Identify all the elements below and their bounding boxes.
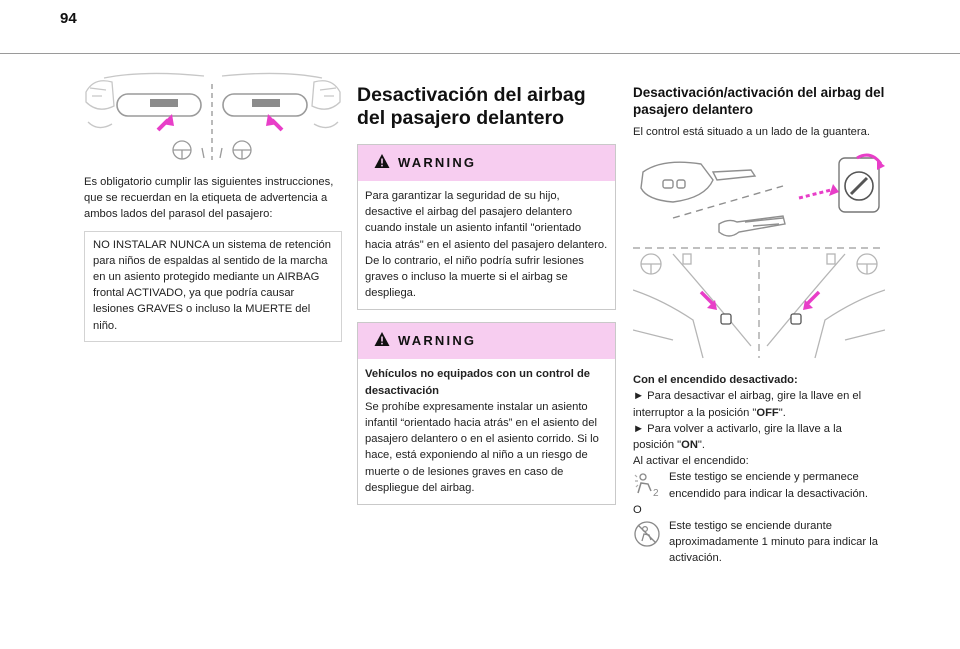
warning-header xyxy=(358,145,615,181)
right-column xyxy=(633,62,885,567)
deactivation-lamp-row xyxy=(633,469,885,501)
svg-text:2: 2 xyxy=(653,488,659,498)
warning-triangle-icon xyxy=(374,331,390,347)
activation-lamp-row xyxy=(633,518,885,567)
or-text: O xyxy=(633,503,642,516)
header-divider xyxy=(0,53,960,54)
activate-instruction: ► Para volver a activarlo, gire la llave a la posición "ON". xyxy=(633,422,842,452)
warning-header xyxy=(358,323,615,359)
sun-visor-illustration xyxy=(84,62,342,162)
section-heading: Desactivación del airbag del pasajero delantero xyxy=(357,84,586,129)
ignition-on-label: Al activar el encendido: xyxy=(633,455,749,468)
airbag-key-switch-illustration xyxy=(633,150,885,360)
deactivate-instruction: ► Para desactivar el airbag, gire la llave en el interruptor a la posición "OFF". xyxy=(633,390,862,419)
middle-column xyxy=(357,62,616,517)
deactivation-lamp-text: Este testigo se enciende y permanece encendido para indicar la desactivación. xyxy=(669,471,869,500)
control-location-text: El control está situado a un lado de la guantera. xyxy=(633,126,870,138)
airbag-off-indicator-icon xyxy=(633,471,661,497)
page-number: 94 xyxy=(60,10,77,27)
visor-instructions-text: Es obligatorio cumplir las siguientes instrucciones, que se recuerdan en la etiqueta de advertencia a ambos lados del parasol del pasajero: xyxy=(84,176,334,221)
warning-subheading: Vehículos no equipados con un control de desactivación xyxy=(365,368,591,397)
warning-title: WARNING xyxy=(398,155,477,170)
visor-warning-label xyxy=(84,231,342,342)
warning-triangle-icon xyxy=(374,153,390,169)
left-column xyxy=(84,62,342,342)
airbag-on-indicator-icon xyxy=(633,520,661,548)
visor-warning-text: NO INSTALAR NUNCA un sistema de retención para niños de espaldas al sentido de la marcha en un asiento protegido mediante un AIRBAG frontal ACTIVADO, ya que podría causar lesiones GRAVES o incluso la MUERTE del niño. xyxy=(93,238,331,332)
warning-text: Para garantizar la seguridad de su hijo, desactive el airbag del pasajero delantero cuando instale un asiento infantil "orientado hacia atrás" en el asiento del pasajero delantero. De lo contrario, el niño podría sufrir lesiones graves o incluso la muerte si el airbag se despliega. xyxy=(365,190,608,300)
section-heading: Desactivación/activación del airbag del pasajero delantero xyxy=(633,85,885,117)
warning-text: Se prohíbe expresamente instalar un asiento infantil “orientado hacia atrás” en el asiento del pasajero delantero o en el asiento corrido. Si lo hace, está exponiendo al niño a un riesgo de muerte o de lesiones graves en caso de despliegue del airbag. xyxy=(365,400,599,494)
activation-lamp-text: Este testigo se enciende durante aproximadamente 1 minuto para indicar la activación. xyxy=(669,520,878,565)
warning-box-1 xyxy=(357,144,616,310)
warning-title: WARNING xyxy=(398,333,477,349)
warning-box-2 xyxy=(357,322,616,505)
ignition-off-label: Con el encendido desactivado: xyxy=(633,374,798,387)
